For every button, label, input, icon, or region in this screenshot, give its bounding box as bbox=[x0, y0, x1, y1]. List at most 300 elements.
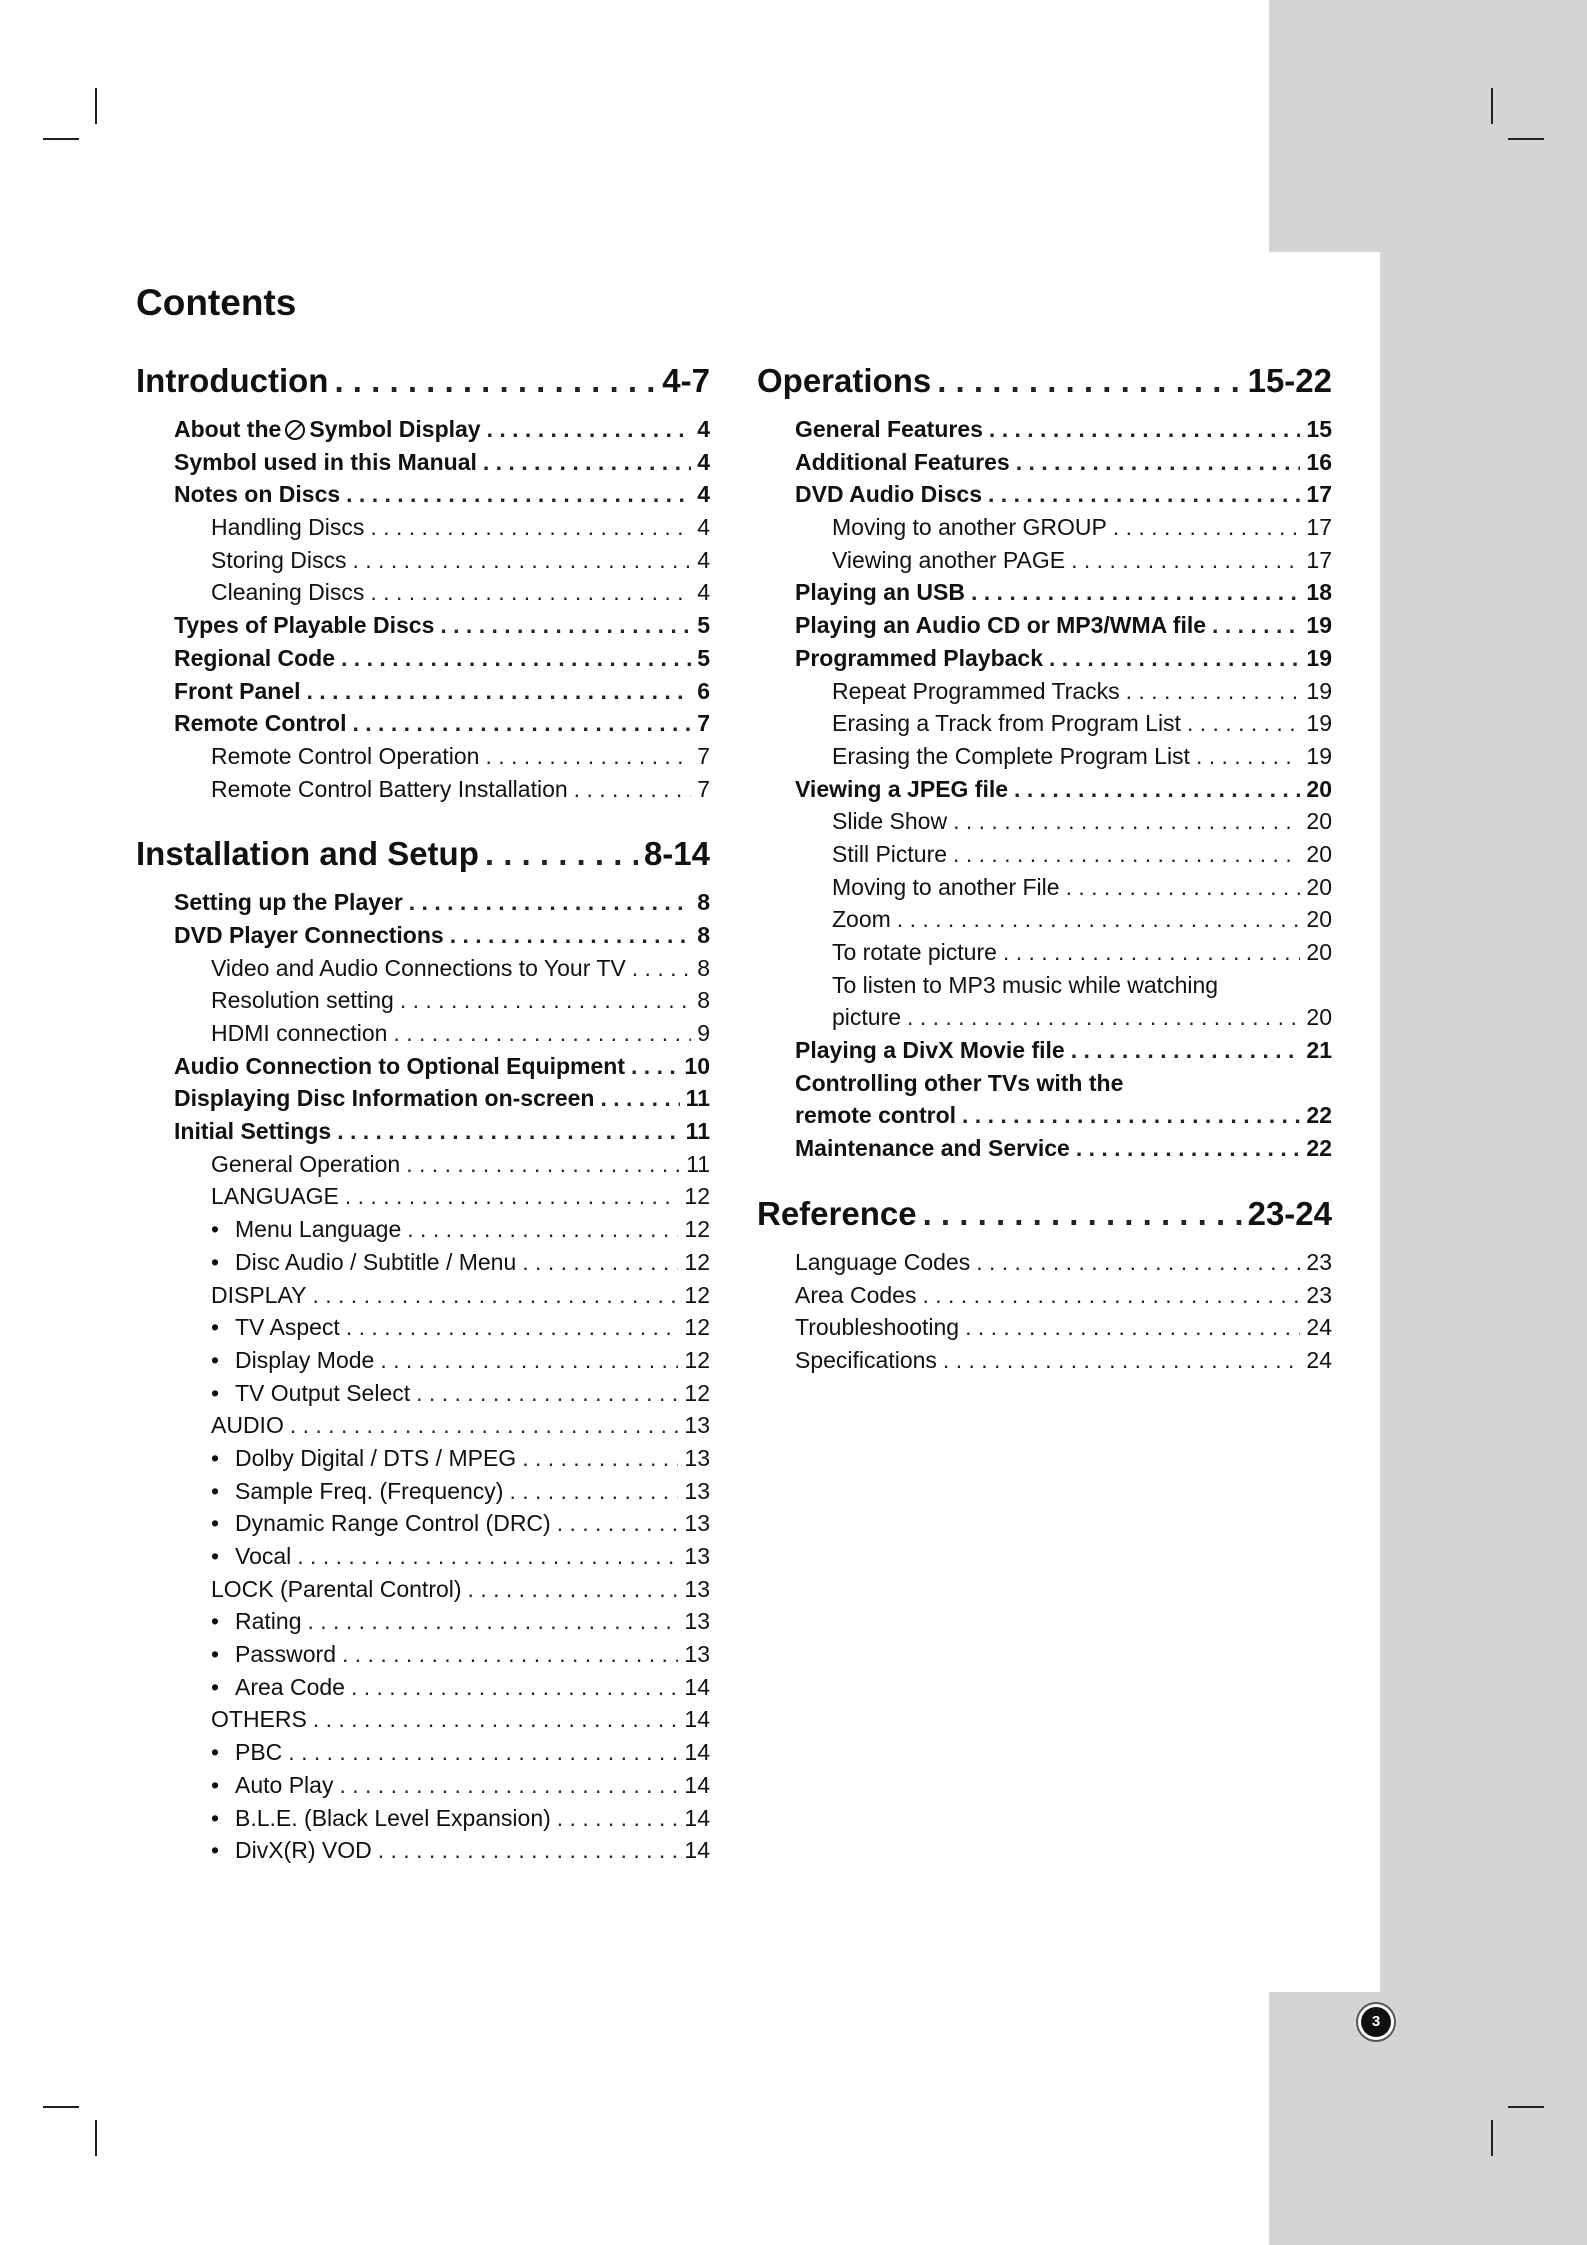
toc-entry bbox=[757, 446, 1332, 479]
dot-leader bbox=[965, 1311, 1300, 1344]
section-heading bbox=[136, 356, 710, 406]
dot-leader bbox=[1071, 544, 1300, 577]
toc-entry-label bbox=[795, 609, 1206, 642]
toc-entry-page: 4 bbox=[697, 481, 710, 508]
toc-entry-text: Still Picture bbox=[832, 840, 948, 867]
toc-entry-text: B.L.E. (Black Level Expansion) bbox=[235, 1804, 551, 1831]
toc-entry-label bbox=[795, 1034, 1065, 1067]
toc-entry-label bbox=[211, 773, 568, 806]
dot-leader bbox=[483, 446, 691, 479]
toc-entry-page: 13 bbox=[684, 1641, 710, 1668]
toc-entry-label bbox=[211, 1736, 282, 1769]
toc-entry-page: 17 bbox=[1306, 481, 1332, 508]
toc-entry-label bbox=[211, 1017, 387, 1050]
side-tab-strip bbox=[1380, 252, 1587, 1992]
toc-entry bbox=[757, 773, 1332, 806]
toc-entry-text: Rating bbox=[235, 1608, 302, 1635]
toc-entry-page: 11 bbox=[685, 1118, 710, 1145]
toc-entry bbox=[757, 1246, 1332, 1279]
toc-entry-label bbox=[174, 609, 434, 642]
toc-entry bbox=[136, 1736, 710, 1769]
dot-leader bbox=[522, 1442, 678, 1475]
toc-entry-text: To rotate picture bbox=[832, 939, 997, 965]
toc-entry-label bbox=[211, 1279, 306, 1312]
toc-entry-page: 22 bbox=[1306, 1135, 1332, 1162]
toc-left-column bbox=[136, 356, 710, 1891]
dot-leader bbox=[370, 576, 691, 609]
toc-entry-page: 12 bbox=[684, 1216, 710, 1243]
dot-leader bbox=[409, 886, 691, 919]
toc-entry-label bbox=[832, 707, 1181, 740]
toc-entry-page: 18 bbox=[1306, 579, 1332, 606]
toc-entry-label-prefix: About the bbox=[174, 416, 282, 442]
toc-entry-page: 13 bbox=[684, 1543, 710, 1569]
toc-entry-label bbox=[832, 1001, 901, 1034]
crop-mark bbox=[1508, 2106, 1544, 2108]
dot-leader bbox=[1113, 511, 1301, 544]
dot-leader bbox=[976, 1246, 1300, 1279]
toc-entry bbox=[757, 936, 1332, 969]
toc-entry-label bbox=[211, 1344, 374, 1377]
toc-entry bbox=[136, 446, 710, 479]
dot-leader bbox=[907, 1001, 1300, 1034]
dot-leader bbox=[574, 773, 692, 806]
toc-entry-label bbox=[174, 1082, 594, 1115]
toc-entry bbox=[757, 838, 1332, 871]
toc-entry-text: Regional Code bbox=[174, 644, 336, 671]
dot-leader bbox=[943, 1344, 1300, 1377]
toc-entry-text: Auto Play bbox=[235, 1771, 334, 1798]
toc-entry-page: 7 bbox=[697, 742, 710, 769]
bullet-icon: • bbox=[211, 1641, 220, 1668]
page-title: Contents bbox=[136, 282, 297, 323]
toc-entry-text: Dolby Digital / DTS / MPEG bbox=[235, 1444, 517, 1471]
toc-entry bbox=[136, 1377, 710, 1410]
toc-entry-text: Moving to another GROUP bbox=[832, 514, 1107, 541]
toc-entry-text: Remote Control Operation bbox=[211, 742, 480, 769]
toc-entry-page: 16 bbox=[1306, 448, 1332, 475]
toc-entry bbox=[136, 1082, 710, 1115]
toc-entry-text: Troubleshooting bbox=[795, 1314, 960, 1341]
toc-entry-label bbox=[832, 838, 947, 871]
toc-entry-page: 4 bbox=[697, 546, 710, 573]
toc-entry bbox=[136, 1409, 710, 1442]
toc-right-column bbox=[757, 356, 1332, 1401]
toc-entry bbox=[757, 903, 1332, 936]
toc-entry-text: Remote Control bbox=[174, 710, 347, 737]
toc-entry-label bbox=[795, 642, 1043, 675]
toc-entry bbox=[757, 511, 1332, 544]
toc-entry-label bbox=[211, 1540, 291, 1573]
toc-entry bbox=[136, 511, 710, 544]
dot-leader bbox=[557, 1507, 679, 1540]
toc-entry-label bbox=[174, 1115, 331, 1148]
toc-entry-page: 12 bbox=[684, 1281, 710, 1308]
toc-entry-text: Dynamic Range Control (DRC) bbox=[235, 1510, 551, 1537]
dot-leader bbox=[370, 511, 691, 544]
toc-entry-page: 23 bbox=[1306, 1248, 1332, 1275]
toc-entry-label bbox=[211, 511, 364, 544]
dot-leader bbox=[631, 1050, 678, 1083]
toc-entry-label bbox=[832, 936, 997, 969]
toc-entry-text: Sample Freq. (Frequency) bbox=[235, 1477, 504, 1504]
toc-entry bbox=[136, 1507, 710, 1540]
dot-leader bbox=[600, 1082, 679, 1115]
toc-entry-text: Specifications bbox=[795, 1346, 937, 1373]
dot-leader bbox=[557, 1802, 679, 1835]
toc-entry-page: 13 bbox=[684, 1412, 710, 1439]
dot-leader bbox=[346, 478, 691, 511]
toc-entry bbox=[136, 984, 710, 1017]
toc-entry-label bbox=[795, 478, 982, 511]
section-page-range: 23-24 bbox=[1247, 1194, 1332, 1232]
dot-leader bbox=[1187, 707, 1300, 740]
toc-entry-page: 14 bbox=[684, 1837, 710, 1864]
toc-entry bbox=[757, 1034, 1332, 1067]
toc-entry-page: 12 bbox=[684, 1248, 710, 1275]
toc-entry-text: Zoom bbox=[832, 906, 891, 933]
toc-entry-text: Storing Discs bbox=[211, 546, 347, 573]
toc-entry-text: DVD Player Connections bbox=[174, 921, 444, 948]
toc-entry-label bbox=[211, 1834, 372, 1867]
toc-entry-label bbox=[832, 903, 891, 936]
toc-entry-page: 4 bbox=[697, 514, 710, 541]
dot-leader bbox=[922, 1279, 1300, 1312]
toc-entry-page: 10 bbox=[684, 1052, 710, 1079]
toc-entry-page: 15 bbox=[1306, 416, 1332, 442]
toc-entry bbox=[757, 1344, 1332, 1377]
toc-entry-line bbox=[757, 969, 1332, 1002]
toc-entry bbox=[757, 1001, 1332, 1034]
toc-entry bbox=[136, 886, 710, 919]
toc-entry-label bbox=[211, 952, 626, 985]
toc-entry-page: 11 bbox=[686, 1150, 710, 1177]
toc-entry-page: 20 bbox=[1306, 873, 1332, 900]
toc-entry-page: 19 bbox=[1306, 644, 1332, 671]
toc-entry bbox=[136, 1442, 710, 1475]
toc-entry bbox=[136, 544, 710, 577]
toc-entry bbox=[757, 576, 1332, 609]
section-heading bbox=[757, 1189, 1332, 1239]
toc-entry-page: 7 bbox=[697, 775, 710, 802]
toc-entry bbox=[757, 1099, 1332, 1132]
toc-entry-page: 12 bbox=[684, 1379, 710, 1406]
toc-entry-label bbox=[211, 984, 394, 1017]
dot-leader bbox=[342, 1638, 678, 1671]
toc-entry-label bbox=[795, 773, 1008, 806]
bullet-icon: • bbox=[211, 1543, 220, 1569]
dot-leader bbox=[307, 1605, 678, 1638]
toc-entry-label bbox=[174, 886, 403, 919]
dot-leader bbox=[509, 1475, 678, 1508]
toc-entry-page: 13 bbox=[684, 1477, 710, 1504]
bullet-icon: • bbox=[211, 1346, 220, 1373]
toc-entry bbox=[757, 871, 1332, 904]
toc-entry bbox=[136, 1769, 710, 1802]
toc-entry-page: 19 bbox=[1306, 742, 1332, 769]
toc-entry-page: 13 bbox=[684, 1510, 710, 1537]
toc-entry-label bbox=[211, 1605, 301, 1638]
dot-leader bbox=[1071, 1034, 1301, 1067]
toc-entry bbox=[136, 919, 710, 952]
toc-entry-label bbox=[174, 1050, 625, 1083]
toc-entry bbox=[136, 576, 710, 609]
toc-entry-page: 20 bbox=[1306, 1004, 1332, 1031]
toc-entry-label bbox=[174, 446, 477, 479]
toc-entry-text: Displaying Disc Information on-screen bbox=[174, 1085, 595, 1112]
toc-entry bbox=[136, 1017, 710, 1050]
toc-entry-text: Erasing the Complete Program List bbox=[832, 742, 1190, 769]
toc-entry-text: General Operation bbox=[211, 1150, 401, 1177]
toc-entry-page: 19 bbox=[1306, 677, 1332, 704]
dot-leader bbox=[953, 805, 1300, 838]
toc-entry-label bbox=[832, 740, 1190, 773]
toc-entry-label bbox=[832, 544, 1065, 577]
toc-entry-page: 13 bbox=[684, 1444, 710, 1471]
toc-entry-page: 14 bbox=[684, 1673, 710, 1700]
toc-section bbox=[757, 356, 1332, 1165]
toc-entry bbox=[136, 1213, 710, 1246]
dot-leader bbox=[485, 829, 638, 879]
toc-entry-label bbox=[795, 576, 965, 609]
bullet-icon: • bbox=[211, 1379, 220, 1406]
toc-entry-page: 8 bbox=[697, 889, 710, 916]
toc-entry-text: LOCK (Parental Control) bbox=[211, 1575, 462, 1602]
toc-entry-page: 24 bbox=[1306, 1314, 1332, 1341]
dot-leader bbox=[1016, 446, 1301, 479]
toc-entry-text: Additional Features bbox=[795, 448, 1010, 475]
toc-entry-label bbox=[174, 642, 335, 675]
section-heading-label: Operations bbox=[757, 362, 932, 399]
toc-entry-label bbox=[795, 446, 1010, 479]
toc-entry bbox=[757, 707, 1332, 740]
toc-entry-page: 13 bbox=[684, 1608, 710, 1635]
toc-entry bbox=[136, 1115, 710, 1148]
toc-entry bbox=[136, 1540, 710, 1573]
toc-entry-text: Playing an USB bbox=[795, 579, 965, 606]
toc-entry bbox=[757, 1311, 1332, 1344]
bullet-icon: • bbox=[211, 1804, 220, 1831]
bullet-icon: • bbox=[211, 1771, 220, 1798]
toc-entry-text: DivX(R) VOD bbox=[235, 1837, 372, 1864]
toc-entry bbox=[136, 1671, 710, 1704]
toc-entry-page: 5 bbox=[697, 644, 710, 671]
toc-entry-page: 17 bbox=[1306, 514, 1332, 541]
dot-leader bbox=[353, 707, 692, 740]
toc-entry-label bbox=[211, 1409, 284, 1442]
bullet-icon: • bbox=[211, 1444, 220, 1471]
toc-entry-page: 17 bbox=[1306, 546, 1332, 573]
no-symbol-icon bbox=[285, 420, 305, 440]
toc-entry-label bbox=[795, 1311, 959, 1344]
toc-entry-label bbox=[832, 675, 1120, 708]
toc-entry-page: 20 bbox=[1306, 906, 1332, 933]
toc-entry bbox=[136, 1834, 710, 1867]
dot-leader bbox=[1126, 675, 1301, 708]
toc-entry-page: 14 bbox=[684, 1706, 710, 1733]
toc-entry-label bbox=[832, 511, 1107, 544]
toc-entry-page: 4 bbox=[697, 416, 710, 442]
toc-entry-page: 7 bbox=[697, 710, 710, 737]
bullet-icon: • bbox=[211, 1739, 220, 1766]
dot-leader bbox=[406, 1148, 680, 1181]
dot-leader bbox=[334, 356, 656, 406]
toc-entry bbox=[136, 1050, 710, 1083]
toc-entry bbox=[757, 413, 1332, 446]
toc-entry-label bbox=[211, 1311, 340, 1344]
toc-entry bbox=[136, 675, 710, 708]
dot-leader bbox=[1014, 773, 1300, 806]
toc-entry-page: 13 bbox=[684, 1575, 710, 1602]
dot-leader bbox=[1049, 642, 1300, 675]
bullet-icon: • bbox=[211, 1216, 220, 1243]
toc-entry-label bbox=[211, 1802, 551, 1835]
dot-leader bbox=[351, 1671, 678, 1704]
toc-entry bbox=[136, 478, 710, 511]
toc-entry-page: 5 bbox=[697, 612, 710, 639]
toc-entry-page: 20 bbox=[1306, 939, 1332, 965]
toc-entry-text: TV Output Select bbox=[235, 1379, 411, 1406]
toc-entry-label: To listen to MP3 music while watching bbox=[832, 971, 1219, 998]
toc-entry-label bbox=[211, 1703, 307, 1736]
dot-leader bbox=[971, 576, 1300, 609]
dot-leader bbox=[988, 478, 1300, 511]
dot-leader bbox=[440, 609, 691, 642]
toc-entry-text: Display Mode bbox=[235, 1346, 375, 1373]
bullet-icon: • bbox=[211, 1477, 220, 1504]
toc-entry bbox=[757, 544, 1332, 577]
toc-entry-text: Maintenance and Service bbox=[795, 1135, 1070, 1162]
toc-entry-page: 11 bbox=[685, 1085, 710, 1112]
toc-entry-page: 8 bbox=[697, 954, 710, 981]
toc-entry-text: Language Codes bbox=[795, 1248, 971, 1275]
dot-leader bbox=[522, 1246, 678, 1279]
toc-entry bbox=[136, 1802, 710, 1835]
toc-section bbox=[136, 356, 710, 805]
toc-entry bbox=[757, 1279, 1332, 1312]
toc-entry-label bbox=[211, 576, 364, 609]
toc-entry-text: DVD Audio Discs bbox=[795, 481, 983, 508]
toc-entry-text: Video and Audio Connections to Your TV bbox=[211, 954, 626, 981]
toc-entry-page: 20 bbox=[1306, 775, 1332, 802]
toc-entry bbox=[136, 952, 710, 985]
dot-leader bbox=[380, 1344, 678, 1377]
toc-entry-text: Setting up the Player bbox=[174, 889, 403, 916]
bullet-icon: • bbox=[211, 1837, 220, 1864]
toc-entry-page: 14 bbox=[684, 1804, 710, 1831]
toc-section bbox=[136, 829, 710, 1867]
toc-entry bbox=[136, 1573, 710, 1606]
section-page-range: 15-22 bbox=[1247, 362, 1332, 399]
toc-entry-label bbox=[211, 1671, 345, 1704]
dot-leader bbox=[468, 1573, 679, 1606]
toc-entry-label bbox=[174, 919, 444, 952]
toc-entry-label bbox=[174, 675, 301, 708]
toc-entry bbox=[136, 1638, 710, 1671]
dot-leader bbox=[341, 642, 691, 675]
toc-entry bbox=[757, 478, 1332, 511]
toc-entry-label bbox=[211, 1377, 410, 1410]
toc-entry-text: Viewing another PAGE bbox=[832, 546, 1066, 573]
side-tab-bottom bbox=[1269, 1992, 1587, 2245]
toc-section bbox=[757, 1189, 1332, 1377]
dot-leader bbox=[345, 1180, 679, 1213]
toc-entry-text: Handling Discs bbox=[211, 514, 365, 541]
toc-entry-page: 6 bbox=[697, 677, 710, 704]
dot-leader bbox=[632, 952, 691, 985]
toc-entry-text: DISPLAY bbox=[211, 1281, 307, 1308]
toc-entry-label bbox=[211, 1442, 516, 1475]
toc-entry-text: Slide Show bbox=[832, 808, 948, 835]
toc-entry-text: Menu Language bbox=[235, 1216, 402, 1243]
crop-mark bbox=[1491, 2120, 1493, 2156]
crop-mark bbox=[95, 88, 97, 124]
toc-entry bbox=[136, 1148, 710, 1181]
toc-entry-text: Programmed Playback bbox=[795, 644, 1044, 671]
toc-entry bbox=[136, 642, 710, 675]
toc-entry-label bbox=[174, 478, 340, 511]
bullet-icon: • bbox=[211, 1673, 220, 1700]
dot-leader bbox=[450, 919, 692, 952]
toc-entry bbox=[136, 773, 710, 806]
dot-leader bbox=[1212, 609, 1300, 642]
toc-entry-label bbox=[211, 1246, 516, 1279]
toc-entry bbox=[136, 1246, 710, 1279]
toc-entry-label bbox=[211, 1638, 336, 1671]
dot-leader bbox=[352, 544, 691, 577]
section-heading-label: Introduction bbox=[136, 362, 329, 399]
toc-entry bbox=[757, 740, 1332, 773]
toc-entry-label bbox=[211, 1507, 551, 1540]
toc-entry bbox=[757, 675, 1332, 708]
dot-leader bbox=[307, 675, 692, 708]
dot-leader bbox=[290, 1409, 679, 1442]
toc-entry-page: 21 bbox=[1306, 1037, 1332, 1064]
crop-mark bbox=[43, 2106, 79, 2108]
dot-leader bbox=[962, 1099, 1300, 1132]
dot-leader bbox=[297, 1540, 678, 1573]
toc-entry-label bbox=[795, 1132, 1070, 1165]
toc-entry-page: 19 bbox=[1306, 710, 1332, 737]
dot-leader bbox=[312, 1279, 678, 1312]
toc-entry bbox=[136, 1605, 710, 1638]
page-number-badge: 3 bbox=[1361, 2007, 1391, 2037]
crop-mark bbox=[95, 2120, 97, 2156]
toc-entry-label bbox=[795, 1279, 916, 1312]
dot-leader bbox=[378, 1834, 679, 1867]
toc-entry-text: remote control bbox=[795, 1102, 957, 1129]
toc-entry-label bbox=[795, 413, 983, 446]
toc-entry-label bbox=[211, 544, 346, 577]
toc-entry-text: Front Panel bbox=[174, 677, 301, 704]
dot-leader bbox=[485, 740, 691, 773]
toc-entry bbox=[136, 740, 710, 773]
dot-leader bbox=[937, 356, 1241, 406]
toc-entry-text: Area Code bbox=[235, 1673, 345, 1700]
toc-entry bbox=[136, 609, 710, 642]
toc-entry-label: Controlling other TVs with the bbox=[795, 1069, 1124, 1096]
toc-entry-page: 12 bbox=[684, 1183, 710, 1210]
side-tab-top bbox=[1269, 0, 1587, 252]
dot-leader bbox=[989, 413, 1300, 446]
dot-leader bbox=[953, 838, 1300, 871]
toc-entry-text: Remote Control Battery Installation bbox=[211, 775, 568, 802]
section-heading bbox=[136, 829, 710, 879]
dot-leader bbox=[313, 1703, 679, 1736]
toc-entry bbox=[757, 642, 1332, 675]
toc-entry-page: 19 bbox=[1306, 612, 1332, 639]
toc-entry-page: 8 bbox=[697, 921, 710, 948]
